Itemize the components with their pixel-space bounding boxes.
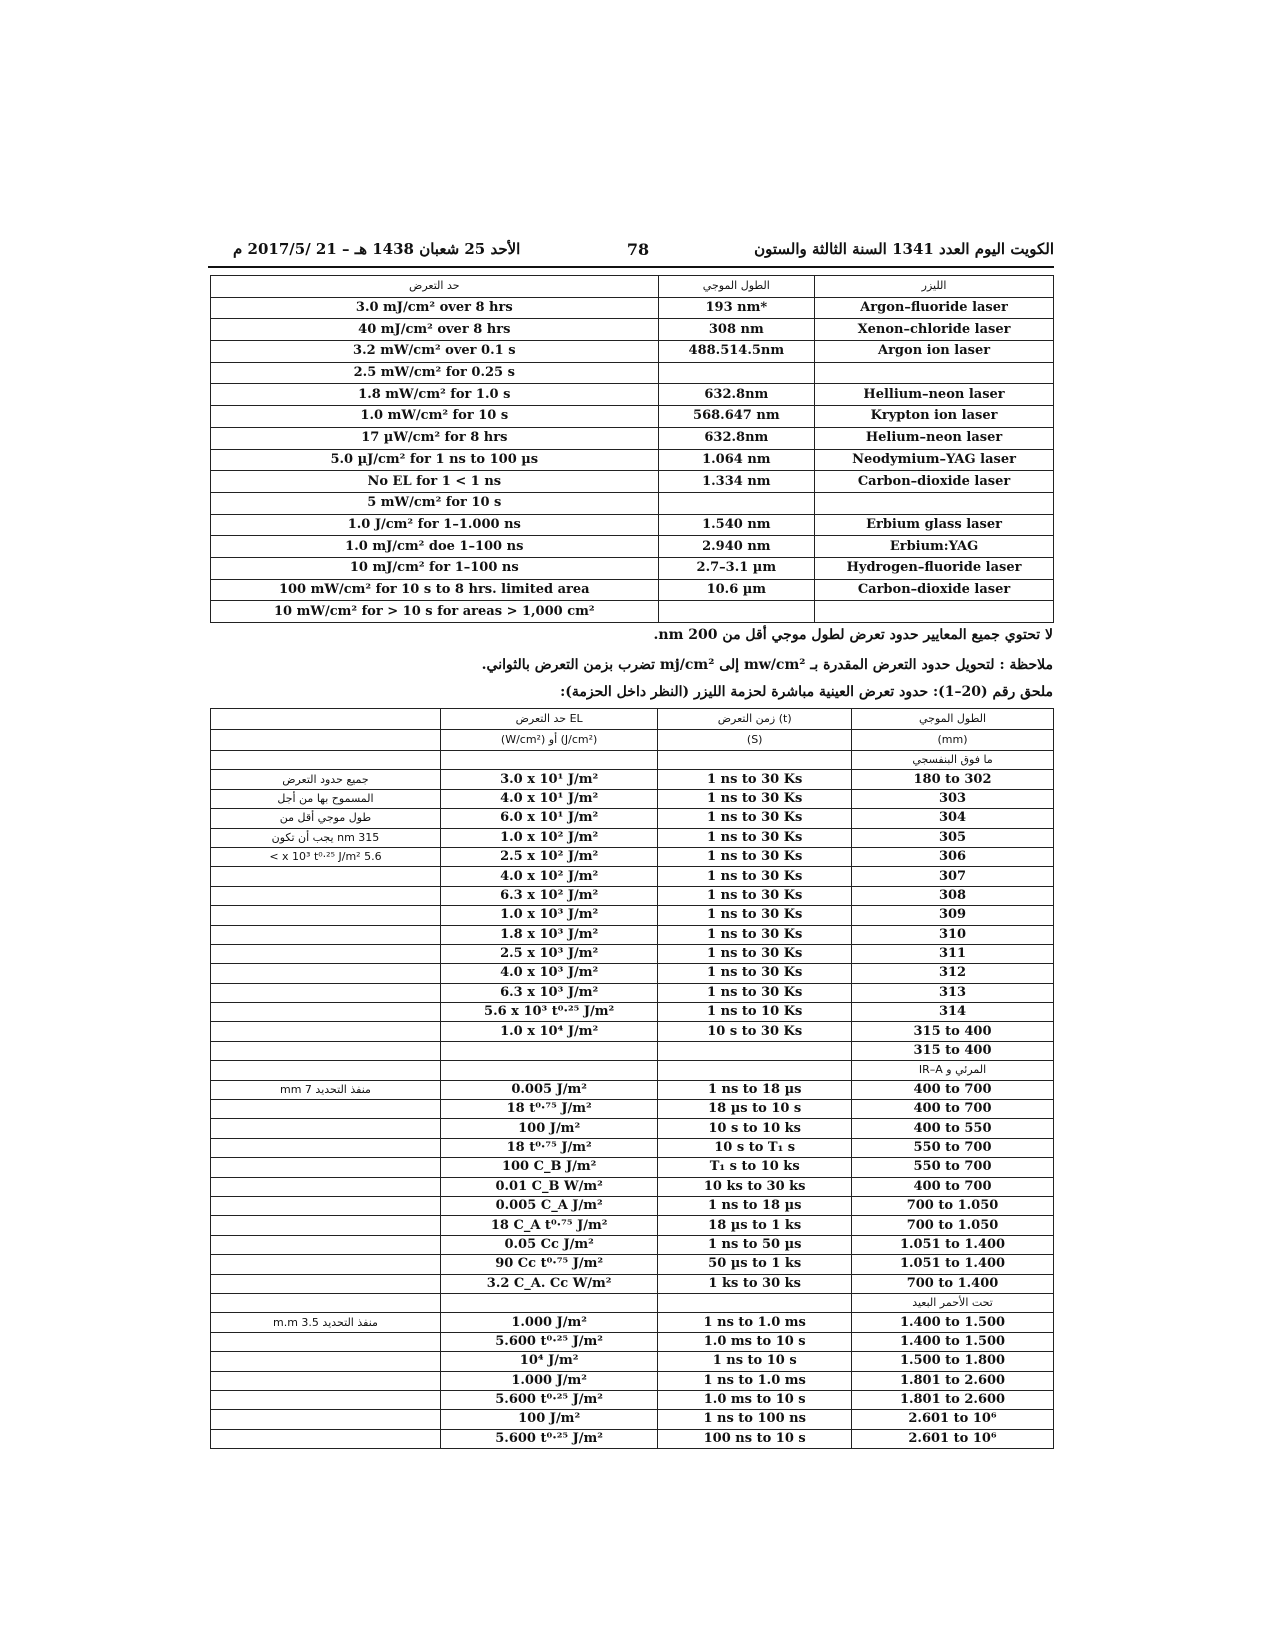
exposure-limit-cell: 4.0 x 10¹ J/m² (440, 789, 657, 808)
remark-cell: المسموح بها من أجل (211, 789, 441, 808)
laser-cell: Helium–neon laser (815, 427, 1054, 449)
wavelength-cell: المرئي و IR–A (852, 1061, 1054, 1080)
remark-cell (211, 1274, 441, 1293)
remark-cell (211, 1390, 441, 1409)
remark-cell (211, 906, 441, 925)
column-header-exposure-time: (S) (658, 730, 852, 751)
exposure-limit-cell (440, 1061, 657, 1080)
exposure-time-cell (658, 1061, 852, 1080)
exposure-time-cell (658, 751, 852, 770)
exposure-time-cell: 10 ks to 30 ks (658, 1177, 852, 1196)
wavelength-cell: 568.647 nm (658, 406, 814, 428)
table-row (211, 964, 1054, 983)
remark-cell (211, 1332, 441, 1351)
table-row (211, 471, 1054, 493)
exposure-limit-cell: 0.005 J/m² (440, 1080, 657, 1099)
exposure-limit-cell: 5.0 µJ/cm² for 1 ns to 100 µs (211, 449, 659, 471)
laser-cell: Xenon–chloride laser (815, 319, 1054, 341)
table-row (211, 1410, 1054, 1429)
exposure-limit-cell: 100 J/m² (440, 1410, 657, 1429)
table-row (211, 1119, 1054, 1138)
exposure-limit-cell: 5.600 t⁰·²⁵ J/m² (440, 1390, 657, 1409)
wavelength-cell: 307 (852, 867, 1054, 886)
laser-cell: Hydrogen–fluoride laser (815, 557, 1054, 579)
exposure-limit-cell: 1.8 x 10³ J/m² (440, 925, 657, 944)
issue-date: الأحد 25 شعبان 1438 هـ – 21 /2017/5 م (233, 240, 521, 258)
exposure-limit-cell: 2.5 x 10³ J/m² (440, 944, 657, 963)
wavelength-cell: 180 to 302 (852, 770, 1054, 789)
remark-cell (211, 1158, 441, 1177)
wavelength-cell: تحت الأحمر البعيد (852, 1293, 1054, 1312)
exposure-time-cell: 10 s to T₁ s (658, 1138, 852, 1157)
table-row (211, 789, 1054, 808)
wavelength-cell: 312 (852, 964, 1054, 983)
table-row (211, 906, 1054, 925)
laser-cell: Argon–fluoride laser (815, 297, 1054, 319)
exposure-time-cell: 1 ns to 30 Ks (658, 828, 852, 847)
laser-cell: Erbium:YAG (815, 536, 1054, 558)
wavelength-cell: 632.8nm (658, 427, 814, 449)
exposure-time-cell: 1 ns to 30 Ks (658, 789, 852, 808)
exposure-limit-cell: 6.3 x 10² J/m² (440, 886, 657, 905)
remark-cell (211, 1061, 441, 1080)
exposure-limit-cell (440, 1293, 657, 1312)
remark-cell: طول موجي أقل من (211, 809, 441, 828)
table-row (211, 828, 1054, 847)
exposure-limit-cell: 10 mJ/cm² for 1–100 ns (211, 557, 659, 579)
exposure-limit-cell: 1.000 J/m² (440, 1313, 657, 1332)
wavelength-cell: 700 to 1.050 (852, 1216, 1054, 1235)
table-row (211, 983, 1054, 1002)
column-header-remark (211, 709, 441, 730)
laser-cell: Erbium glass laser (815, 514, 1054, 536)
exposure-limit-cell (440, 751, 657, 770)
exposure-limit-cell: 2.5 mW/cm² for 0.25 s (211, 362, 659, 384)
exposure-time-cell: 1 ns to 30 Ks (658, 867, 852, 886)
exposure-time-cell: 1 ns to 30 Ks (658, 847, 852, 866)
wavelength-cell: 632.8nm (658, 384, 814, 406)
remark-cell (211, 1235, 441, 1254)
wavelength-cell: 308 nm (658, 319, 814, 341)
exposure-limit-cell: 3.0 x 10¹ J/m² (440, 770, 657, 789)
laser-cell (815, 492, 1054, 514)
exposure-time-cell: 100 ns to 10 s (658, 1429, 852, 1448)
table-row (211, 319, 1054, 341)
remark-cell (211, 1022, 441, 1041)
exposure-limit-cell: 1.000 J/m² (440, 1371, 657, 1390)
table-row (211, 1177, 1054, 1196)
remark-cell (211, 1003, 441, 1022)
remark-cell: جميع حدود التعرض (211, 770, 441, 789)
table-row (211, 406, 1054, 428)
exposure-limit-cell: 5 mW/cm² for 10 s (211, 492, 659, 514)
remark-cell: منفذ التحديد 7 mm (211, 1080, 441, 1099)
wavelength-cell: 303 (852, 789, 1054, 808)
table-row (211, 1274, 1054, 1293)
wavelength-cell: 315 to 400 (852, 1041, 1054, 1060)
remark-cell (211, 751, 441, 770)
laser-cell: Carbon–dioxide laser (815, 471, 1054, 493)
table-row (211, 492, 1054, 514)
table-row (211, 514, 1054, 536)
note-conversion: ملاحظة : لتحويل حدود التعرض المقدرة بـ mw/cm² إلى mj/cm² تضرب بزمن التعرض بالثواني. (481, 657, 1053, 673)
exposure-time-cell: 1 ns to 50 µs (658, 1235, 852, 1254)
wavelength-cell: 310 (852, 925, 1054, 944)
table-row (211, 809, 1054, 828)
wavelength-cell: 10.6 µm (658, 579, 814, 601)
exposure-time-cell (658, 1293, 852, 1312)
remark-cell (211, 1352, 441, 1371)
column-header-wavelength: الطول الموجي (658, 276, 814, 298)
table-header-row (211, 276, 1054, 298)
wavelength-cell: 550 to 700 (852, 1158, 1054, 1177)
remark-cell: 5.6 x 10³ t⁰·²⁵ J/m² > (211, 847, 441, 866)
wavelength-cell: 304 (852, 809, 1054, 828)
note-wavelength: لا تحتوي جميع المعايير حدود تعرض لطول موجي أقل من 200 nm. (653, 627, 1053, 643)
table-row (211, 1196, 1054, 1215)
wavelength-cell: 1.334 nm (658, 471, 814, 493)
wavelength-cell (658, 362, 814, 384)
wavelength-cell: 400 to 700 (852, 1080, 1054, 1099)
exposure-time-cell: 1 ns to 30 Ks (658, 983, 852, 1002)
laser-cell (815, 362, 1054, 384)
exposure-limit-cell: 3.0 mJ/cm² over 8 hrs (211, 297, 659, 319)
table-row (211, 1061, 1054, 1080)
remark-cell (211, 886, 441, 905)
wavelength-cell: 400 to 550 (852, 1119, 1054, 1138)
table-row (211, 867, 1054, 886)
table-row (211, 886, 1054, 905)
column-header-exposure-limit: حد التعرض (211, 276, 659, 298)
exposure-time-cell: 1 ns to 30 Ks (658, 964, 852, 983)
exposure-time-cell: 50 µs to 1 ks (658, 1255, 852, 1274)
table-row (211, 384, 1054, 406)
exposure-time-cell: 10 s to 30 Ks (658, 1022, 852, 1041)
exposure-limit-cell: 5.6 x 10³ t⁰·²⁵ J/m² (440, 1003, 657, 1022)
table-row (211, 1390, 1054, 1409)
exposure-time-cell: 1 ns to 30 Ks (658, 770, 852, 789)
table-row (211, 751, 1054, 770)
remark-cell (211, 1255, 441, 1274)
remark-cell (211, 1138, 441, 1157)
intrabeam-exposure-table (210, 708, 1054, 1449)
exposure-limit-cell: 18 t⁰·⁷⁵ J/m² (440, 1138, 657, 1157)
laser-cell: Neodymium–YAG laser (815, 449, 1054, 471)
wavelength-cell: 314 (852, 1003, 1054, 1022)
column-header-laser: الليزر (815, 276, 1054, 298)
table-row (211, 1255, 1054, 1274)
remark-cell (211, 1119, 441, 1138)
column-header-wavelength: (mm) (852, 730, 1054, 751)
wavelength-cell: 306 (852, 847, 1054, 866)
wavelength-cell: 700 to 1.400 (852, 1274, 1054, 1293)
exposure-time-cell: 1.0 ms to 10 s (658, 1332, 852, 1351)
table-row (211, 1313, 1054, 1332)
exposure-time-cell: 1 ns to 10 s (658, 1352, 852, 1371)
exposure-time-cell: 18 µs to 1 ks (658, 1216, 852, 1235)
wavelength-cell: 488.514.5nm (658, 341, 814, 363)
exposure-limit-cell: 1.0 x 10⁴ J/m² (440, 1022, 657, 1041)
exposure-time-cell: 1 ns to 30 Ks (658, 906, 852, 925)
exposure-limit-cell: 1.0 mW/cm² for 10 s (211, 406, 659, 428)
exposure-time-cell: 1 ns to 100 ns (658, 1410, 852, 1429)
table-row (211, 1429, 1054, 1448)
wavelength-cell: 313 (852, 983, 1054, 1002)
wavelength-cell: 1.801 to 2.600 (852, 1371, 1054, 1390)
table-header-row (211, 730, 1054, 751)
exposure-limit-cell: 40 mJ/cm² over 8 hrs (211, 319, 659, 341)
exposure-time-cell (658, 1041, 852, 1060)
wavelength-cell: 1.801 to 2.600 (852, 1390, 1054, 1409)
exposure-limit-cell: 100 mW/cm² for 10 s to 8 hrs. limited area (211, 579, 659, 601)
exposure-limit-cell: 0.01 C_B W/m² (440, 1177, 657, 1196)
gazette-issue-info: الكويت اليوم العدد 1341 السنة الثالثة والستون (754, 240, 1054, 258)
exposure-limit-cell: 100 J/m² (440, 1119, 657, 1138)
table-row (211, 536, 1054, 558)
exposure-limit-cell: 4.0 x 10³ J/m² (440, 964, 657, 983)
wavelength-cell: ما فوق البنفسجي (852, 751, 1054, 770)
wavelength-cell: 311 (852, 944, 1054, 963)
table-row (211, 1003, 1054, 1022)
table-row (211, 1138, 1054, 1157)
wavelength-cell: 2.940 nm (658, 536, 814, 558)
exposure-time-cell: 1 ks to 30 ks (658, 1274, 852, 1293)
remark-cell (211, 1196, 441, 1215)
wavelength-cell: 1.051 to 1.400 (852, 1255, 1054, 1274)
exposure-limit-cell: 1.0 mJ/cm² doe 1–100 ns (211, 536, 659, 558)
column-header-remark (211, 730, 441, 751)
exposure-time-cell: 1 ns to 30 Ks (658, 886, 852, 905)
laser-cell: Argon ion laser (815, 341, 1054, 363)
exposure-time-cell: 10 s to 10 ks (658, 1119, 852, 1138)
wavelength-cell: 305 (852, 828, 1054, 847)
page-number: 78 (626, 240, 650, 259)
exposure-limit-cell: 1.0 x 10² J/m² (440, 828, 657, 847)
table-row (211, 925, 1054, 944)
table-row (211, 362, 1054, 384)
remark-cell: منفذ التحديد 3.5 m.m (211, 1313, 441, 1332)
table-row (211, 579, 1054, 601)
wavelength-cell: 2.601 to 10⁶ (852, 1429, 1054, 1448)
table-row (211, 847, 1054, 866)
table-row (211, 1332, 1054, 1351)
exposure-time-cell: 1 ns to 30 Ks (658, 809, 852, 828)
exposure-limit-cell: 90 Cc t⁰·⁷⁵ J/m² (440, 1255, 657, 1274)
wavelength-cell: 308 (852, 886, 1054, 905)
remark-cell: 315 nm يجب أن تكون (211, 828, 441, 847)
remark-cell (211, 983, 441, 1002)
exposure-limit-cell: No EL for 1 < 1 ns (211, 471, 659, 493)
column-header-exposure-time: زمن التعرض (t) (658, 709, 852, 730)
wavelength-cell: 1.540 nm (658, 514, 814, 536)
laser-exposure-limits-table (210, 275, 1054, 623)
table-row (211, 557, 1054, 579)
exposure-limit-cell: 17 µW/cm² for 8 hrs (211, 427, 659, 449)
exposure-time-cell: 1.0 ms to 10 s (658, 1390, 852, 1409)
column-header-exposure-limit: حد التعرض EL (440, 709, 657, 730)
table-row (211, 1041, 1054, 1060)
wavelength-cell: 400 to 700 (852, 1100, 1054, 1119)
wavelength-cell: 1.051 to 1.400 (852, 1235, 1054, 1254)
laser-cell: Krypton ion laser (815, 406, 1054, 428)
remark-cell (211, 925, 441, 944)
table-row (211, 601, 1054, 623)
wavelength-cell: 550 to 700 (852, 1138, 1054, 1157)
remark-cell (211, 1100, 441, 1119)
table-row (211, 1100, 1054, 1119)
wavelength-cell: 1.500 to 1.800 (852, 1352, 1054, 1371)
wavelength-cell: 700 to 1.050 (852, 1196, 1054, 1215)
exposure-limit-cell: 1.0 x 10³ J/m² (440, 906, 657, 925)
table-row (211, 1235, 1054, 1254)
laser-cell (815, 601, 1054, 623)
exposure-time-cell: 1 ns to 18 µs (658, 1196, 852, 1215)
exposure-limit-cell: 6.0 x 10¹ J/m² (440, 809, 657, 828)
header-rule (208, 266, 1054, 268)
exposure-limit-cell: 0.005 C_A J/m² (440, 1196, 657, 1215)
remark-cell (211, 1371, 441, 1390)
exposure-time-cell: 18 µs to 10 s (658, 1100, 852, 1119)
table-row (211, 1216, 1054, 1235)
exposure-time-cell: 1 ns to 1.0 ms (658, 1371, 852, 1390)
exposure-time-cell: 1 ns to 30 Ks (658, 925, 852, 944)
table-row (211, 341, 1054, 363)
remark-cell (211, 1293, 441, 1312)
exposure-limit-cell: 5.600 t⁰·²⁵ J/m² (440, 1429, 657, 1448)
exposure-limit-cell: 18 C_A t⁰·⁷⁵ J/m² (440, 1216, 657, 1235)
wavelength-cell: 2.601 to 10⁶ (852, 1410, 1054, 1429)
wavelength-cell (658, 492, 814, 514)
exposure-limit-cell: 3.2 mW/cm² over 0.1 s (211, 341, 659, 363)
exposure-time-cell: 1 ns to 1.0 ms (658, 1313, 852, 1332)
column-header-wavelength: الطول الموجي (852, 709, 1054, 730)
wavelength-cell: 1.064 nm (658, 449, 814, 471)
exposure-limit-cell: 18 t⁰·⁷⁵ J/m² (440, 1100, 657, 1119)
remark-cell (211, 944, 441, 963)
table-row (211, 1352, 1054, 1371)
wavelength-cell: 315 to 400 (852, 1022, 1054, 1041)
wavelength-cell (658, 601, 814, 623)
exposure-time-cell: 1 ns to 10 Ks (658, 1003, 852, 1022)
exposure-time-cell: 1 ns to 18 µs (658, 1080, 852, 1099)
remark-cell (211, 1429, 441, 1448)
exposure-limit-cell (440, 1041, 657, 1060)
table-row (211, 427, 1054, 449)
remark-cell (211, 1410, 441, 1429)
exposure-limit-cell: 0.05 Cc J/m² (440, 1235, 657, 1254)
laser-cell: Hellium–neon laser (815, 384, 1054, 406)
page-header (208, 240, 1054, 266)
annex-title: ملحق رقم (20–1): حدود تعرض العينية مباشرة لحزمة الليزر (النظر داخل الحزمة): (560, 684, 1053, 700)
table-row (211, 1022, 1054, 1041)
table-row (211, 297, 1054, 319)
remark-cell (211, 964, 441, 983)
exposure-limit-cell: 1.8 mW/cm² for 1.0 s (211, 384, 659, 406)
laser-cell: Carbon–dioxide laser (815, 579, 1054, 601)
table-row (211, 944, 1054, 963)
exposure-limit-cell: 5.600 t⁰·²⁵ J/m² (440, 1332, 657, 1351)
remark-cell (211, 867, 441, 886)
exposure-limit-cell: 6.3 x 10³ J/m² (440, 983, 657, 1002)
table-row (211, 770, 1054, 789)
wavelength-cell: 2.7–3.1 µm (658, 557, 814, 579)
exposure-limit-cell: 4.0 x 10² J/m² (440, 867, 657, 886)
exposure-time-cell: T₁ s to 10 ks (658, 1158, 852, 1177)
exposure-limit-cell: 10 mW/cm² for > 10 s for areas > 1,000 cm² (211, 601, 659, 623)
exposure-limit-cell: 1.0 J/cm² for 1–1.000 ns (211, 514, 659, 536)
wavelength-cell: 193 nm* (658, 297, 814, 319)
exposure-limit-cell: 2.5 x 10² J/m² (440, 847, 657, 866)
table-row (211, 1158, 1054, 1177)
exposure-time-cell: 1 ns to 30 Ks (658, 944, 852, 963)
exposure-limit-cell: 3.2 C_A. Cc W/m² (440, 1274, 657, 1293)
wavelength-cell: 309 (852, 906, 1054, 925)
remark-cell (211, 1177, 441, 1196)
table-row (211, 1293, 1054, 1312)
wavelength-cell: 400 to 700 (852, 1177, 1054, 1196)
wavelength-cell: 1.400 to 1.500 (852, 1313, 1054, 1332)
wavelength-cell: 1.400 to 1.500 (852, 1332, 1054, 1351)
table-header-row (211, 709, 1054, 730)
remark-cell (211, 1216, 441, 1235)
table-row (211, 1371, 1054, 1390)
table-row (211, 449, 1054, 471)
table-row (211, 1080, 1054, 1099)
column-header-exposure-limit: (W/cm²) أو (J/cm²) (440, 730, 657, 751)
exposure-limit-cell: 100 C_B J/m² (440, 1158, 657, 1177)
remark-cell (211, 1041, 441, 1060)
exposure-limit-cell: 10⁴ J/m² (440, 1352, 657, 1371)
